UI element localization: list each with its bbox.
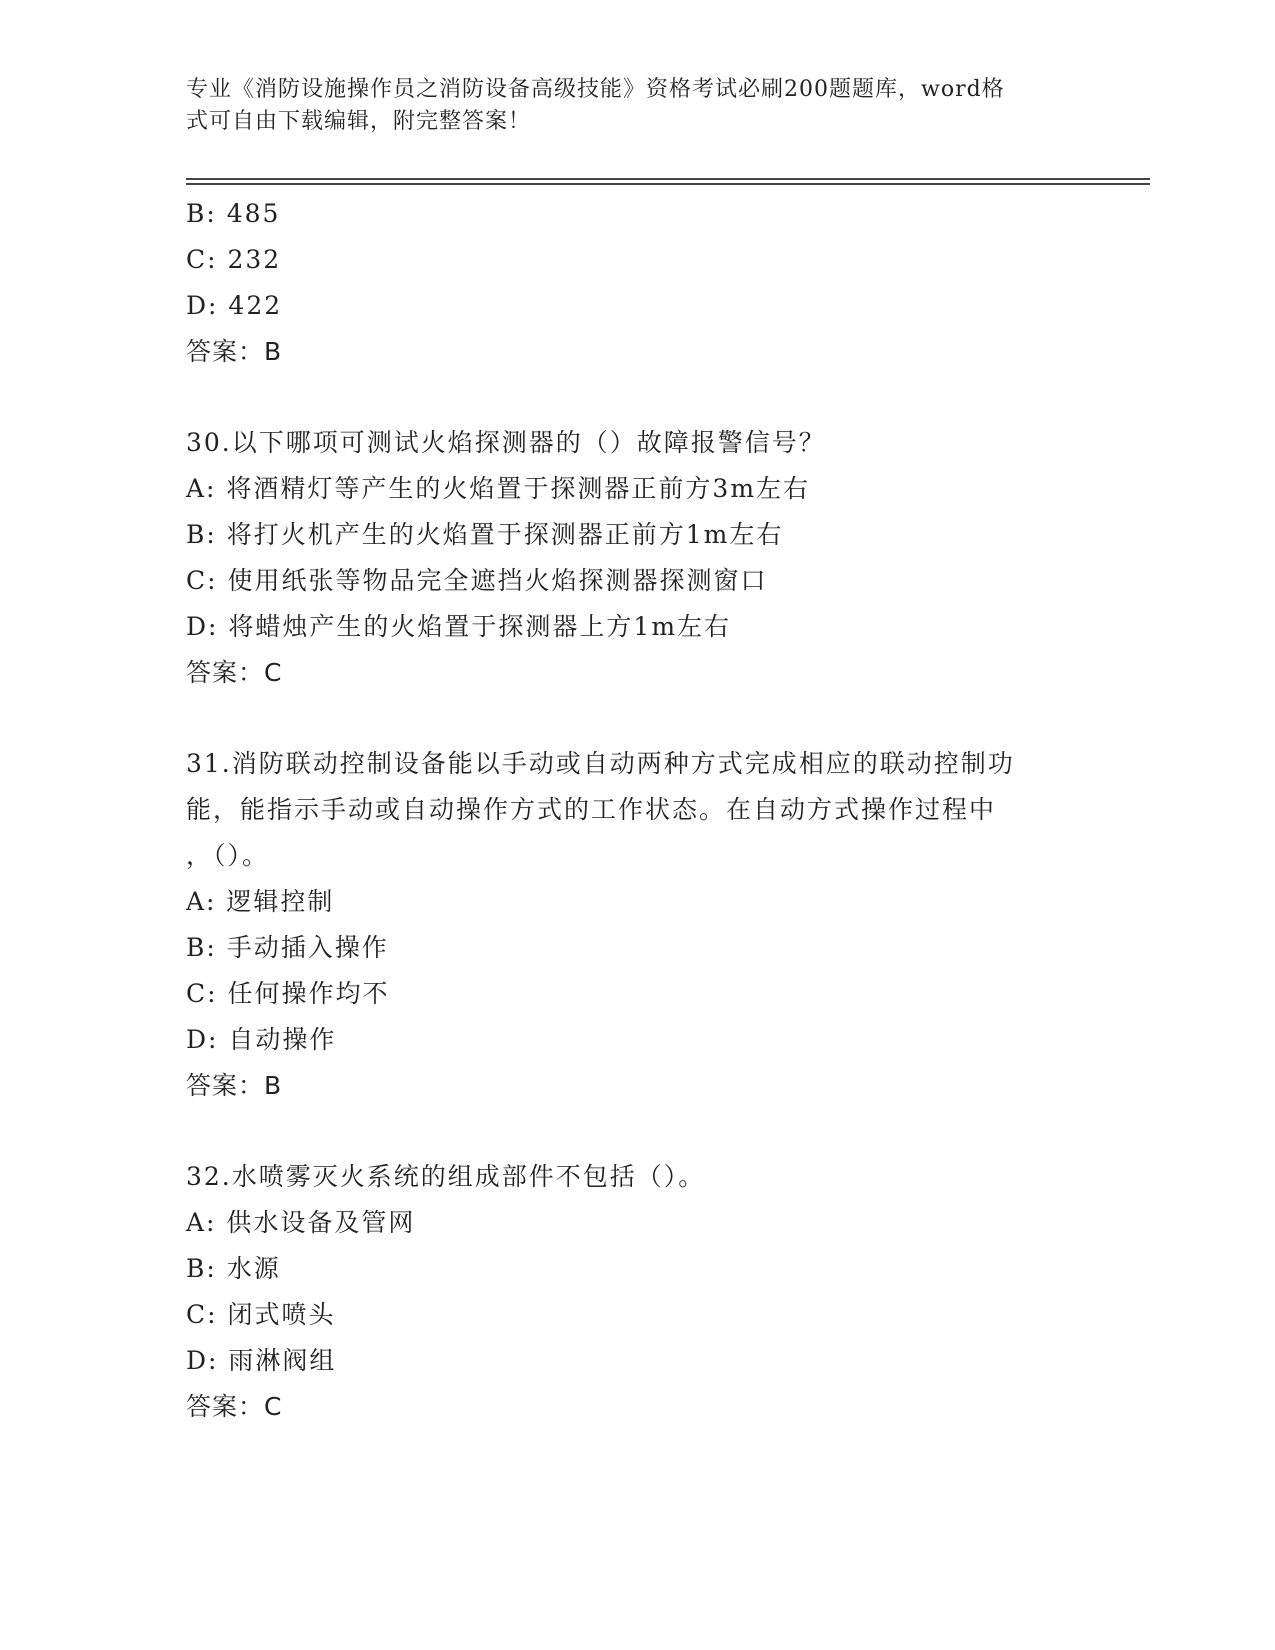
question-stem: 31.消防联动控制设备能以手动或自动两种方式完成相应的联动控制功 xyxy=(186,749,1015,778)
option-b: B: 485 xyxy=(186,199,281,228)
option-d: D: 自动操作 xyxy=(186,1025,337,1054)
option-c: C: 使用纸张等物品完全遮挡火焰探测器探测窗口 xyxy=(186,566,768,595)
question-stem-continued: ，（）。 xyxy=(186,841,270,870)
question-stem: 30.以下哪项可测试火焰探测器的（）故障报警信号？ xyxy=(186,428,826,457)
header-divider-top xyxy=(186,178,1150,180)
option-b: B: 将打火机产生的火焰置于探测器正前方1m左右 xyxy=(186,520,784,549)
option-d: D: 422 xyxy=(186,291,283,320)
option-c: C: 闭式喷头 xyxy=(186,1300,336,1329)
header-line-2: 式可自由下载编辑，附完整答案！ xyxy=(186,109,532,134)
document-header xyxy=(186,74,1066,138)
answer-line: 答案：B xyxy=(186,1071,283,1100)
option-c: C: 232 xyxy=(186,245,282,274)
question-30 xyxy=(186,420,1146,696)
answer-line: 答案：C xyxy=(186,1392,283,1421)
question-stem-continued: 能，能指示手动或自动操作方式的工作状态。在自动方式操作过程中 xyxy=(186,795,997,824)
option-d: D: 雨淋阀组 xyxy=(186,1346,337,1375)
question-29-continued xyxy=(186,191,1146,375)
option-c: C: 任何操作均不 xyxy=(186,979,390,1008)
option-a: A: 逻辑控制 xyxy=(186,887,335,916)
question-stem: 32.水喷雾灭火系统的组成部件不包括（）。 xyxy=(186,1162,706,1191)
header-divider-bottom xyxy=(186,183,1150,185)
option-b: B: 水源 xyxy=(186,1254,281,1283)
question-31 xyxy=(186,741,1146,1109)
answer-line: 答案：C xyxy=(186,658,283,687)
answer-line: 答案：B xyxy=(186,337,283,366)
document-body xyxy=(186,191,1146,1430)
header-line-1: 专业《消防设施操作员之消防设备高级技能》资格考试必刷200题题库，word格 xyxy=(186,77,1005,102)
option-a: A: 将酒精灯等产生的火焰置于探测器正前方3m左右 xyxy=(186,474,811,503)
question-32 xyxy=(186,1154,1146,1430)
option-d: D: 将蜡烛产生的火焰置于探测器上方1m左右 xyxy=(186,612,732,641)
option-a: A: 供水设备及管网 xyxy=(186,1208,416,1237)
option-b: B: 手动插入操作 xyxy=(186,933,389,962)
